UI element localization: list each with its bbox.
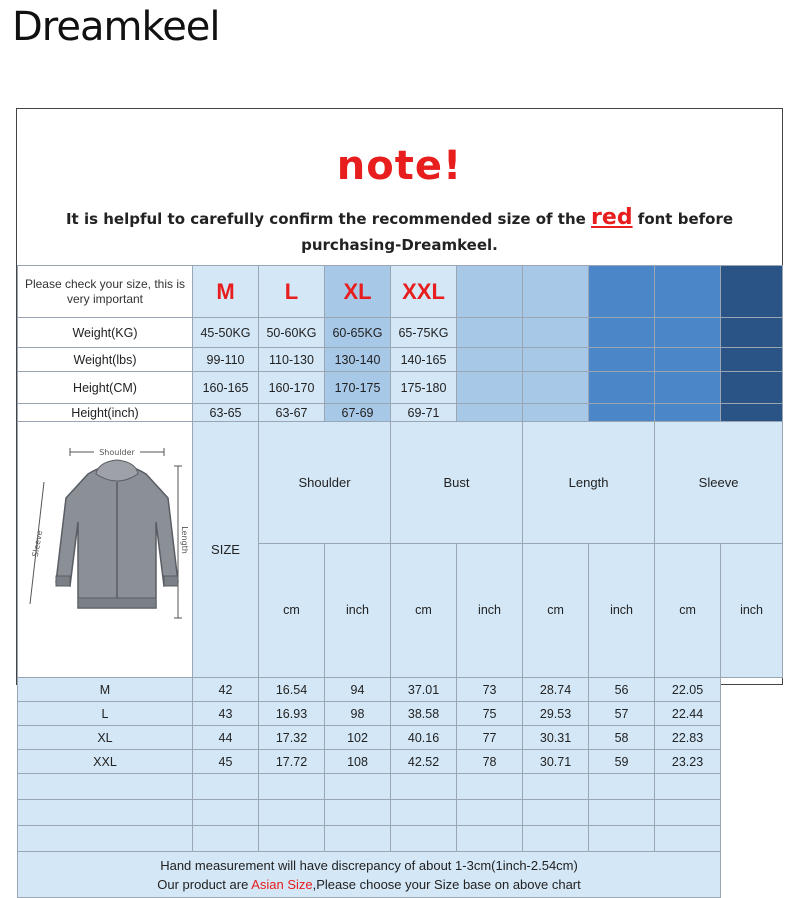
cell: 29.53	[523, 702, 589, 726]
group-bust: Bust	[391, 422, 523, 544]
empty-cell	[325, 826, 391, 852]
empty-row	[18, 774, 783, 800]
empty-cell	[391, 800, 457, 826]
cell: 65-75KG	[391, 318, 457, 348]
cell: 170-175	[325, 372, 391, 404]
table-row	[18, 726, 783, 750]
cell: 16.54	[259, 678, 325, 702]
intro-red-word: red	[591, 205, 633, 230]
swatch-cell	[457, 318, 523, 348]
size-col-header: SIZE	[193, 422, 259, 678]
empty-cell	[325, 800, 391, 826]
size-m: M	[193, 266, 259, 318]
swatch-cell	[589, 404, 655, 422]
cell: 59	[589, 750, 655, 774]
row-size: XXL	[18, 750, 193, 774]
footer-line2b: ,Please choose your Size base on above chart	[312, 876, 581, 892]
size-recommendation-table	[17, 265, 783, 422]
group-sleeve: Sleeve	[655, 422, 783, 544]
empty-cell	[259, 774, 325, 800]
cell: 17.72	[259, 750, 325, 774]
footer-row	[18, 852, 783, 898]
sleeve-text: Sleeve	[30, 529, 45, 558]
swatch-cell	[523, 318, 589, 348]
cell: 130-140	[325, 348, 391, 372]
row-label: Weight(lbs)	[18, 348, 193, 372]
note-heading: note!	[336, 143, 463, 189]
brand-logo: Dreamkeel	[12, 4, 220, 50]
cell: 44	[193, 726, 259, 750]
empty-row	[18, 800, 783, 826]
cell: 73	[457, 678, 523, 702]
cell: 37.01	[391, 678, 457, 702]
unit-inch: inch	[457, 543, 523, 677]
swatch-cell	[523, 266, 589, 318]
unit-cm: cm	[391, 543, 457, 677]
hoodie-measure-icon	[18, 422, 192, 674]
cell: 98	[325, 702, 391, 726]
cell: 160-170	[259, 372, 325, 404]
empty-cell	[18, 774, 193, 800]
swatch-cell	[523, 372, 589, 404]
size-header-row	[18, 266, 783, 318]
cell: 56	[589, 678, 655, 702]
row-size: L	[18, 702, 193, 726]
cell: 60-65KG	[325, 318, 391, 348]
empty-cell	[325, 774, 391, 800]
height-inch-row	[18, 404, 783, 422]
empty-cell	[391, 774, 457, 800]
cell: 75	[457, 702, 523, 726]
size-l: L	[259, 266, 325, 318]
footer-asian-size: Asian Size	[251, 876, 313, 892]
cell: 175-180	[391, 372, 457, 404]
empty-cell	[18, 826, 193, 852]
empty-cell	[457, 800, 523, 826]
empty-cell	[589, 800, 655, 826]
cell: 140-165	[391, 348, 457, 372]
row-label: Height(inch)	[18, 404, 193, 422]
cell: 69-71	[391, 404, 457, 422]
empty-cell	[193, 774, 259, 800]
empty-cell	[193, 826, 259, 852]
size-xxl: XXL	[391, 266, 457, 318]
cell: 17.32	[259, 726, 325, 750]
height-cm-row	[18, 372, 783, 404]
swatch-cell	[655, 318, 721, 348]
swatch-cell	[589, 372, 655, 404]
cell: 108	[325, 750, 391, 774]
unit-cm: cm	[655, 543, 721, 677]
swatch-cell	[721, 404, 783, 422]
swatch-cell	[457, 348, 523, 372]
empty-cell	[589, 774, 655, 800]
unit-cm: cm	[523, 543, 589, 677]
shoulder-text: Shoulder	[99, 448, 135, 457]
cell: 77	[457, 726, 523, 750]
empty-row	[18, 826, 783, 852]
empty-cell	[523, 774, 589, 800]
cell: 63-65	[193, 404, 259, 422]
empty-cell	[457, 826, 523, 852]
cell: 22.83	[655, 726, 721, 750]
size-xl: XL	[325, 266, 391, 318]
swatch-cell	[655, 404, 721, 422]
footer-line2a: Our product are	[157, 876, 252, 892]
footer-line1: Hand measurement will have discrepancy of about 1-3cm(1inch-2.54cm)	[160, 857, 578, 873]
cell: 28.74	[523, 678, 589, 702]
empty-cell	[655, 826, 721, 852]
row-label: Weight(KG)	[18, 318, 193, 348]
cell: 22.05	[655, 678, 721, 702]
cell: 78	[457, 750, 523, 774]
cell: 38.58	[391, 702, 457, 726]
cell: 57	[589, 702, 655, 726]
measurement-rows	[18, 678, 783, 898]
intro-line2: purchasing-Dreamkeel.	[301, 236, 498, 254]
cell: 102	[325, 726, 391, 750]
empty-cell	[523, 800, 589, 826]
size-chart-frame	[16, 108, 783, 892]
swatch-cell	[457, 372, 523, 404]
cell: 45	[193, 750, 259, 774]
cell: 67-69	[325, 404, 391, 422]
cell: 63-67	[259, 404, 325, 422]
cell: 43	[193, 702, 259, 726]
intro-part1: It is helpful to carefully confirm the recommended size of the	[65, 210, 592, 228]
empty-cell	[193, 800, 259, 826]
swatch-cell	[655, 348, 721, 372]
size-header-label: Please check your size, this is very important	[18, 266, 193, 318]
cell: 45-50KG	[193, 318, 259, 348]
cell: 16.93	[259, 702, 325, 726]
cell: 94	[325, 678, 391, 702]
swatch-cell	[457, 266, 523, 318]
group-header-row	[18, 422, 783, 544]
empty-cell	[523, 826, 589, 852]
empty-cell	[457, 774, 523, 800]
empty-cell	[259, 800, 325, 826]
swatch-cell	[589, 318, 655, 348]
swatch-cell	[721, 348, 783, 372]
cell: 30.71	[523, 750, 589, 774]
intro-text	[37, 205, 762, 258]
weight-kg-row	[18, 318, 783, 348]
swatch-cell	[721, 318, 783, 348]
weight-lbs-row	[18, 348, 783, 372]
measurement-table	[17, 421, 783, 898]
cell: 30.31	[523, 726, 589, 750]
cell: 160-165	[193, 372, 259, 404]
group-shoulder: Shoulder	[259, 422, 391, 544]
row-size: M	[18, 678, 193, 702]
group-length: Length	[523, 422, 655, 544]
empty-cell	[18, 800, 193, 826]
swatch-cell	[457, 404, 523, 422]
swatch-cell	[721, 372, 783, 404]
cell: 58	[589, 726, 655, 750]
swatch-cell	[523, 404, 589, 422]
table-row	[18, 678, 783, 702]
cell: 42.52	[391, 750, 457, 774]
cell: 99-110	[193, 348, 259, 372]
swatch-cell	[589, 348, 655, 372]
empty-cell	[589, 826, 655, 852]
row-size: XL	[18, 726, 193, 750]
cell: 42	[193, 678, 259, 702]
swatch-cell	[589, 266, 655, 318]
swatch-cell	[721, 266, 783, 318]
row-label: Height(CM)	[18, 372, 193, 404]
swatch-cell	[655, 266, 721, 318]
table-row	[18, 702, 783, 726]
empty-cell	[655, 800, 721, 826]
cell: 110-130	[259, 348, 325, 372]
cell: 50-60KG	[259, 318, 325, 348]
unit-inch: inch	[589, 543, 655, 677]
footer-note	[18, 852, 721, 898]
empty-cell	[391, 826, 457, 852]
hoodie-figure-cell	[18, 422, 193, 678]
cell: 23.23	[655, 750, 721, 774]
swatch-cell	[523, 348, 589, 372]
cell: 40.16	[391, 726, 457, 750]
intro-part2: font before	[632, 210, 734, 228]
length-text: Length	[180, 526, 189, 554]
unit-inch: inch	[721, 543, 783, 677]
unit-cm: cm	[259, 543, 325, 677]
cell: 22.44	[655, 702, 721, 726]
unit-inch: inch	[325, 543, 391, 677]
empty-cell	[259, 826, 325, 852]
empty-cell	[655, 774, 721, 800]
table-row	[18, 750, 783, 774]
swatch-cell	[655, 372, 721, 404]
